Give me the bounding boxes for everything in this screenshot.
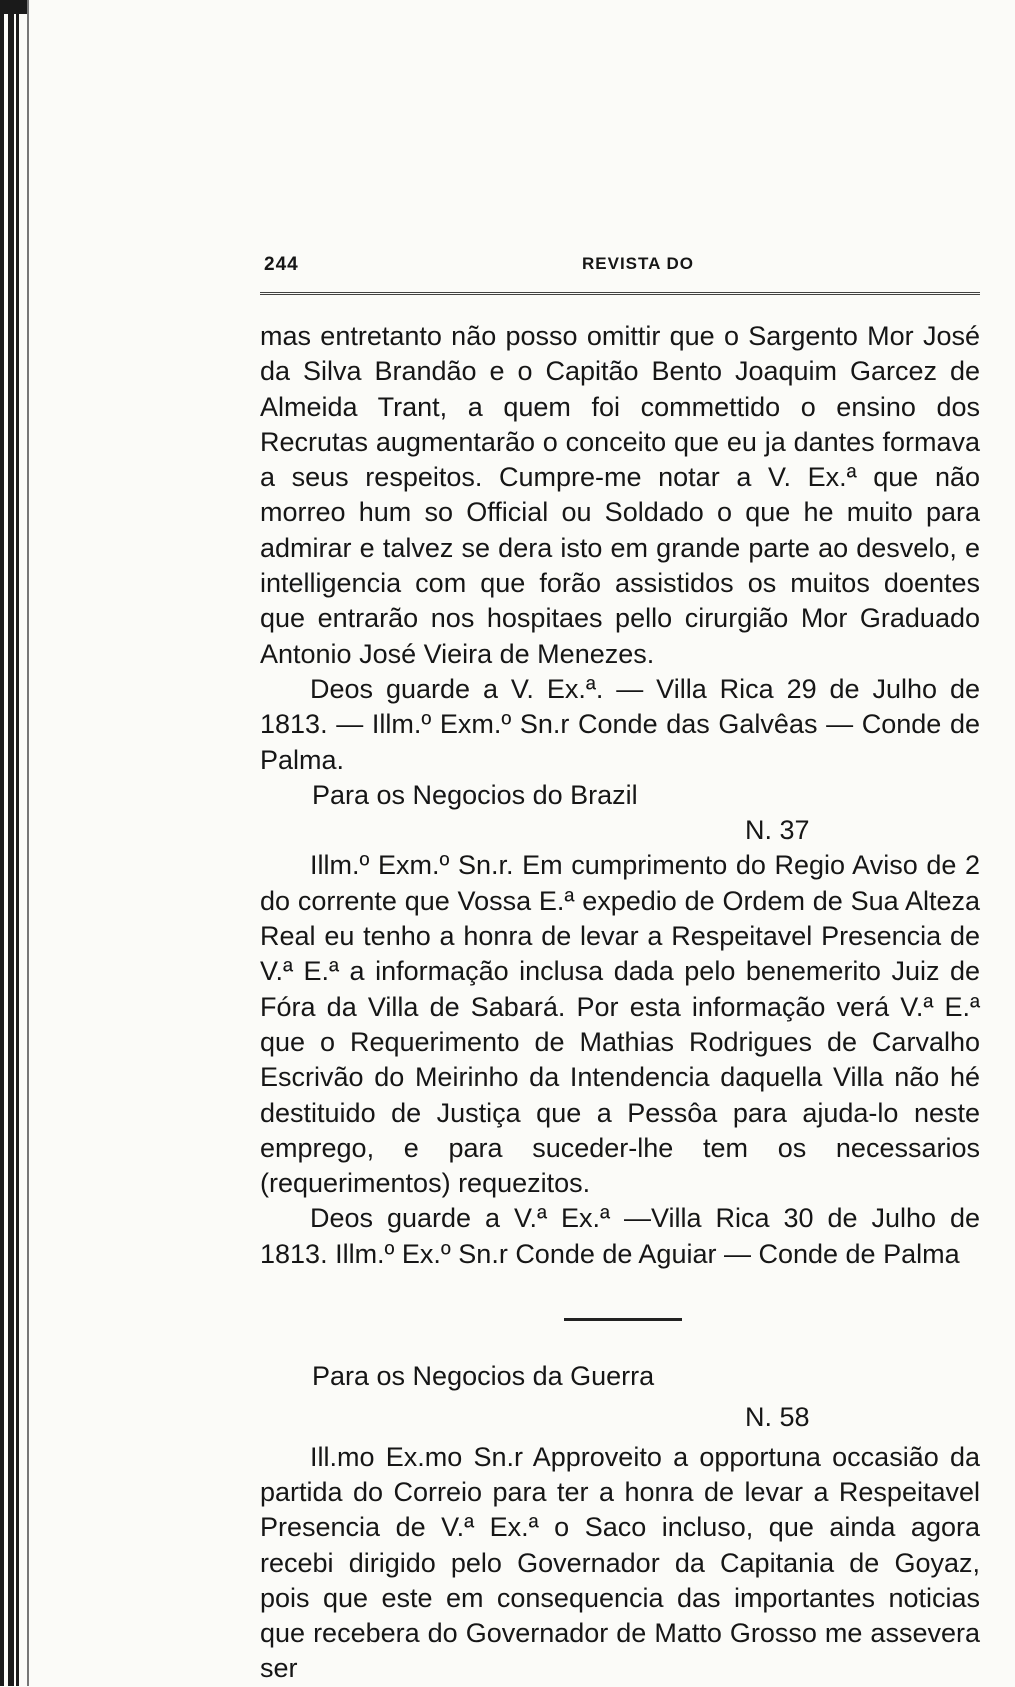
running-head-title: REVISTA DO <box>582 254 695 273</box>
paragraph: Deos guarde a V.ª Ex.ª —Villa Rica 30 de Julho de 1813. Illm.º Ex.º Sn.r Conde de Aguiar — Conde de Palma <box>260 1203 980 1269</box>
document-number: N. 58 <box>745 1402 810 1433</box>
page-number: 244 <box>264 254 299 275</box>
body-text <box>260 319 980 1687</box>
paragraph: Illm.º Exm.º Sn.r. Em cumprimento do Regio Aviso de 2 do corrente que Vossa E.ª expedio de Ordem de Sua Alteza Real eu tenho a honra de levar a Respeitavel Presencia de V.ª E.ª a informação inclusa dada pelo benemerito Juiz de Fóra da Villa de Sabará. Por esta informação verá V.ª E.ª que o Requerimento de Mathias Rodrigues de Carvalho Escrivão do Meirinho da Intendencia daquella Villa não hé destituido de Justiça que a Pessôa para ajuda-lo neste emprego, e para suceder-lhe tem os necessarios (requerimentos) requezitos. <box>260 850 980 1199</box>
separator-rule <box>564 1318 682 1321</box>
document-number: N. 37 <box>745 815 810 846</box>
paragraph: Ill.mo Ex.mo Sn.r Approveito a opportuna occasião da partida do Correio para ter a honra de levar a Respeitavel Presencia de V.ª Ex.ª o Saco incluso, que ainda agora recebi dirigido pelo Governador da Capitania de Goyaz, pois que este em consequencia das importantes noticias que recebera do Governador de Matto Grosso me assevera ser <box>260 1441 980 1684</box>
section-heading: Para os Negocios da Guerra <box>312 1361 655 1392</box>
paragraph: Deos guarde a V. Ex.ª. — Villa Rica 29 de Julho de 1813. — Illm.º Exm.º Sn.r Conde das Galvêas — Conde de Palma. <box>260 673 980 775</box>
book-page <box>260 254 980 1687</box>
header-rule <box>260 286 980 295</box>
running-head <box>260 254 980 284</box>
section-heading: Para os Negocios do Brazil <box>312 779 638 810</box>
paragraph: mas entretanto não posso omittir que o Sargento Mor José da Silva Brandão e o Capitão Bento Joaquim Garcez de Almeida Trant, a quem foi commettido o ensino dos Recrutas augmentarão o conceito que eu ja dantes formava a seus respeitos. Cumpre-me notar a V. Ex.ª que não morreo hum so Official ou Soldado o que he muito para admirar e talvez se dera isto em grande parte ao desvelo, e intelligencia com que forão assistidos os muitos doentes que entrarão nos hospitaes pello cirurgião Mor Graduado Antonio José Vieira de Menezes. <box>260 321 980 669</box>
book-binding-edge <box>0 0 40 1686</box>
